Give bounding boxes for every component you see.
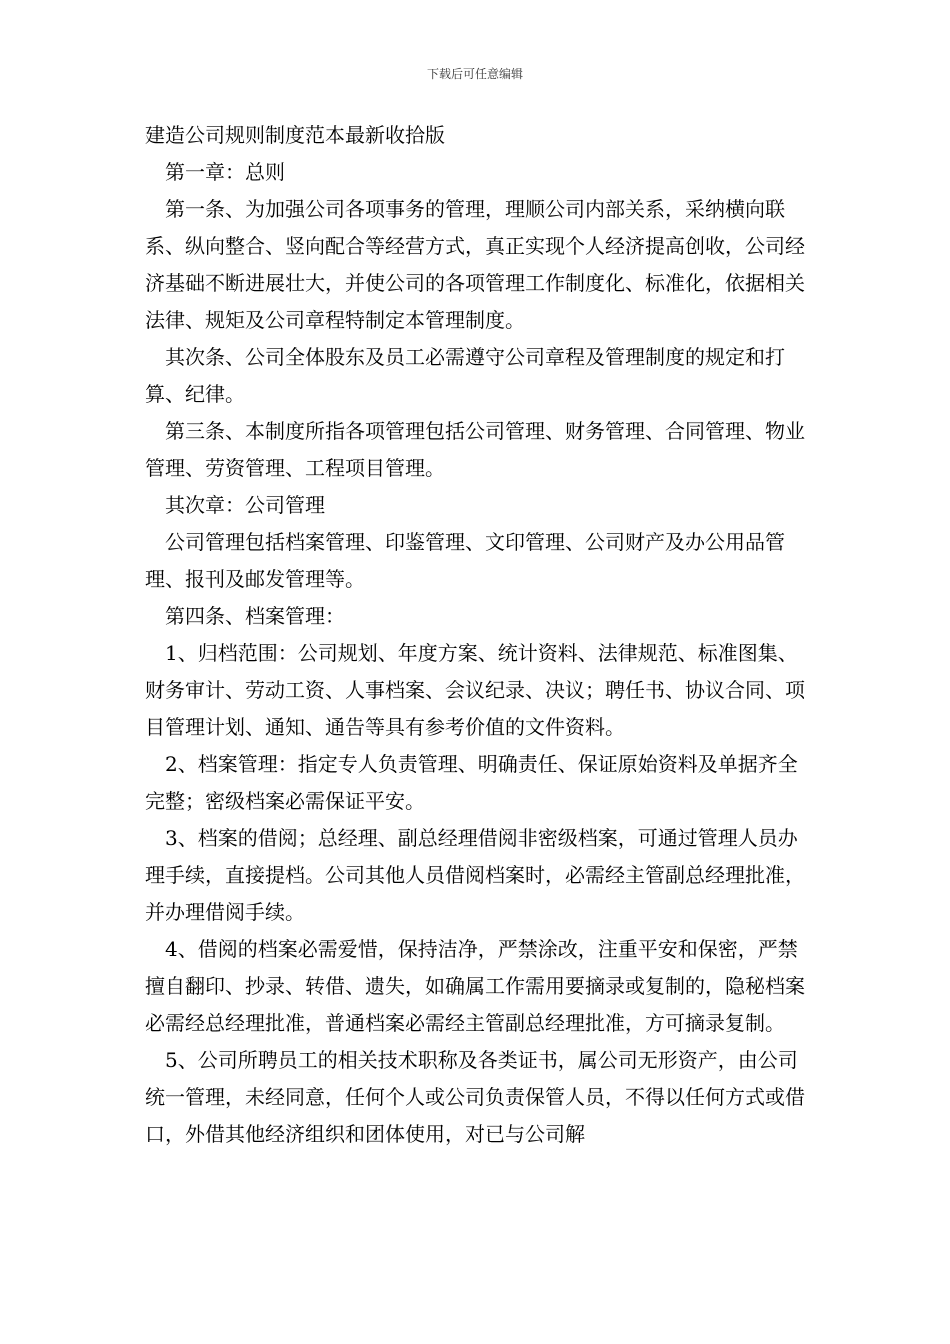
list-item: 2、档案管理：指定专人负责管理、明确责任、保证原始资料及单据齐全完整；密级档案必需保证平安。: [145, 752, 798, 813]
document-body: [145, 117, 815, 1153]
paragraph: 第三条、本制度所指各项管理包括公司管理、财务管理、合同管理、物业管理、劳资管理、工程项目管理。: [145, 419, 805, 480]
list-item: 3、档案的借阅；总经理、副总经理借阅非密级档案，可通过管理人员办理手续，直接提档。公司其他人员借阅档案时，必需经主管副总经理批准，并办理借阅手续。: [145, 826, 805, 924]
paragraph: 第一条、为加强公司各项事务的管理，理顺公司内部关系，采纳横向联系、纵向整合、竖向配合等经营方式，真正实现个人经济提高创收，公司经济基础不断进展壮大，并使公司的各项管理工作制度化、标准化，依据相关法律、规矩及公司章程特制定本管理制度。: [145, 197, 805, 332]
chapter-heading: 其次章：公司管理: [165, 493, 325, 517]
page-header: 下载后可任意编辑: [426, 67, 523, 81]
paragraph: 其次条、公司全体股东及员工必需遵守公司章程及管理制度的规定和打算、纪律。: [145, 345, 785, 406]
list-item: 4、借阅的档案必需爱惜，保持洁净，严禁涂改，注重平安和保密，严禁擅自翻印、抄录、转借、遗失，如确属工作需用要摘录或复制的，隐秘档案必需经总经理批准，普通档案必需经主管副总经理批准，方可摘录复制。: [145, 937, 805, 1035]
list-item: 1、归档范围：公司规划、年度方案、统计资料、法律规范、标准图集、财务审计、劳动工资、人事档案、会议纪录、决议；聘任书、协议合同、项目管理计划、通知、通告等具有参考价值的文件资料。: [145, 641, 805, 739]
document-title: 建造公司规则制度范本最新收拾版: [145, 123, 445, 147]
section-heading: 第四条、档案管理：: [165, 604, 345, 628]
list-item: 5、公司所聘员工的相关技术职称及各类证书，属公司无形资产，由公司统一管理，未经同意，任何个人或公司负责保管人员，不得以任何方式或借口，外借其他经济组织和团体使用，对已与公司解: [145, 1048, 805, 1146]
chapter-heading: 第一章：总则: [165, 160, 285, 184]
paragraph: 公司管理包括档案管理、印鉴管理、文印管理、公司财产及办公用品管理、报刊及邮发管理等。: [145, 530, 785, 591]
